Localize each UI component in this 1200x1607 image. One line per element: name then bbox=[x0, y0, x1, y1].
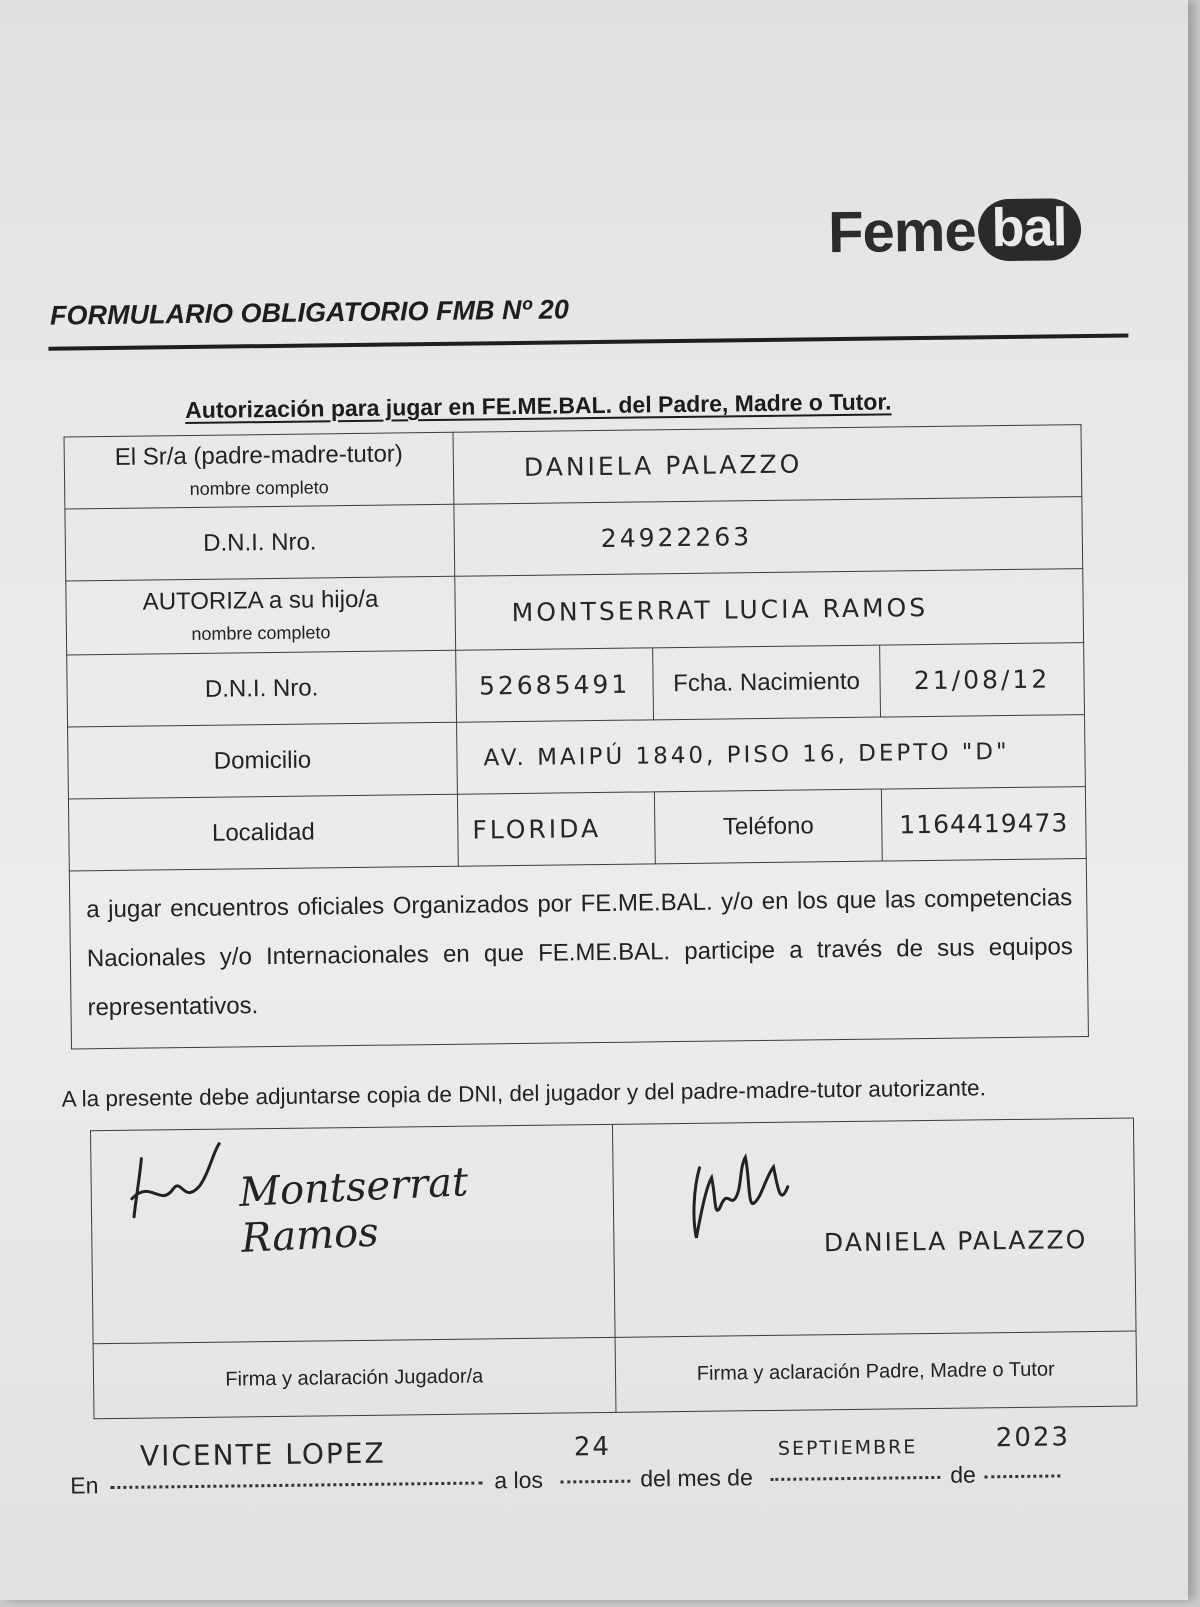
parent-signature-label: Firma y aclaración Padre, Madre o Tutor bbox=[615, 1331, 1137, 1412]
year-field[interactable]: 2023 bbox=[995, 1422, 1071, 1454]
signature-table bbox=[90, 1118, 1137, 1420]
parent-label-cell bbox=[64, 432, 454, 509]
parent-dni-field[interactable]: 24922263 bbox=[600, 521, 753, 553]
table-row bbox=[64, 425, 1082, 509]
child-sublabel: nombre completo bbox=[191, 622, 331, 644]
table-row bbox=[65, 497, 1083, 581]
parent-value-cell[interactable] bbox=[453, 425, 1082, 505]
player-signature-label: Firma y aclaración Jugador/a bbox=[93, 1337, 615, 1418]
attachment-note: A la presente debe adjuntarse copia de DNI, del jugador y del padre-madre-tutor autorizante. bbox=[61, 1075, 987, 1112]
child-dni-label-cell bbox=[67, 650, 457, 727]
parent-sublabel: nombre completo bbox=[189, 477, 329, 499]
address-value-cell[interactable] bbox=[457, 715, 1086, 795]
city-label-cell bbox=[68, 794, 458, 871]
birth-label: Fcha. Nacimiento bbox=[673, 667, 861, 697]
phone-field[interactable]: 1164419473 bbox=[899, 807, 1069, 839]
parent-signature-box[interactable] bbox=[612, 1118, 1136, 1337]
year-label: de bbox=[950, 1461, 977, 1488]
child-dni-value-cell[interactable] bbox=[456, 648, 654, 722]
table-row bbox=[91, 1118, 1137, 1344]
phone-label-cell bbox=[654, 789, 882, 864]
form-subtitle: Autorización para jugar en FE.ME.BAL. del Padre, Madre o Tutor. bbox=[185, 388, 892, 424]
en-label: En bbox=[70, 1472, 99, 1499]
month-label: del mes de bbox=[640, 1464, 753, 1492]
month-field[interactable]: SEPTIEMBRE bbox=[777, 1436, 918, 1460]
parent-signature-mark-icon bbox=[669, 1146, 820, 1268]
birth-label-cell bbox=[653, 645, 881, 720]
city-field[interactable]: FLORIDA bbox=[472, 813, 602, 845]
phone-label: Teléfono bbox=[722, 811, 814, 840]
address-label-cell bbox=[68, 722, 458, 799]
year-dots bbox=[984, 1474, 1060, 1478]
player-signature-box[interactable] bbox=[91, 1124, 615, 1343]
form-title: FORMULARIO OBLIGATORIO FMB Nº 20 bbox=[49, 294, 570, 331]
dni-label-cell bbox=[65, 504, 455, 581]
day-field[interactable]: 24 bbox=[573, 1431, 612, 1463]
child-label-cell bbox=[66, 576, 456, 655]
birth-value-cell[interactable] bbox=[880, 643, 1085, 717]
logo-text: Feme bbox=[827, 197, 976, 265]
date-place-line bbox=[70, 1422, 1071, 1499]
parent-name-field[interactable]: DANIELA PALAZZO bbox=[523, 449, 803, 482]
day-label: a los bbox=[494, 1466, 544, 1494]
phone-value-cell[interactable] bbox=[881, 787, 1086, 861]
address-field[interactable]: AV. MAIPÚ 1840, PISO 16, DEPTO "D" bbox=[483, 738, 1010, 771]
table-row bbox=[66, 569, 1084, 655]
parent-signature-name: DANIELA PALAZZO bbox=[823, 1225, 1088, 1258]
title-rule bbox=[48, 334, 1128, 351]
day-dots bbox=[560, 1480, 630, 1484]
child-label: AUTORIZA a su hijo/a bbox=[142, 585, 379, 616]
child-value-cell[interactable] bbox=[455, 569, 1084, 651]
dni-value-cell[interactable] bbox=[454, 497, 1083, 577]
table-row bbox=[93, 1331, 1137, 1419]
month-dots bbox=[770, 1476, 940, 1481]
authorization-paragraph: a jugar encuentros oficiales Organizados por FE.ME.BAL. y/o en los que las competencias Nacionales y/o Internacionales en que FE.ME.BAL. participe a través de sus equipos representativos. bbox=[69, 859, 1088, 1049]
table-row bbox=[68, 715, 1086, 799]
table-row bbox=[68, 787, 1086, 871]
table-row bbox=[69, 859, 1088, 1049]
table-row bbox=[67, 643, 1085, 727]
dni-label: D.N.I. Nro. bbox=[202, 527, 317, 557]
parent-label: El Sr/a (padre-madre-tutor) bbox=[114, 440, 403, 471]
birth-date-field[interactable]: 21/08/12 bbox=[913, 663, 1051, 695]
place-dots bbox=[110, 1481, 482, 1489]
address-label: Domicilio bbox=[213, 746, 312, 775]
child-dni-field[interactable]: 52685491 bbox=[478, 669, 631, 700]
authorization-table bbox=[64, 424, 1089, 1049]
child-dni-label: D.N.I. Nro. bbox=[204, 673, 319, 703]
place-field[interactable]: VICENTE LOPEZ bbox=[139, 1436, 386, 1473]
city-label: Localidad bbox=[211, 817, 315, 847]
logo-pill: bal bbox=[977, 198, 1081, 261]
femebal-logo bbox=[828, 194, 1081, 267]
player-signature: Montserrat Ramos bbox=[238, 1159, 470, 1262]
child-name-field[interactable]: MONTSERRAT LUCIA RAMOS bbox=[511, 592, 929, 627]
city-value-cell[interactable] bbox=[457, 792, 655, 866]
player-signature-mark-icon bbox=[121, 1138, 232, 1229]
